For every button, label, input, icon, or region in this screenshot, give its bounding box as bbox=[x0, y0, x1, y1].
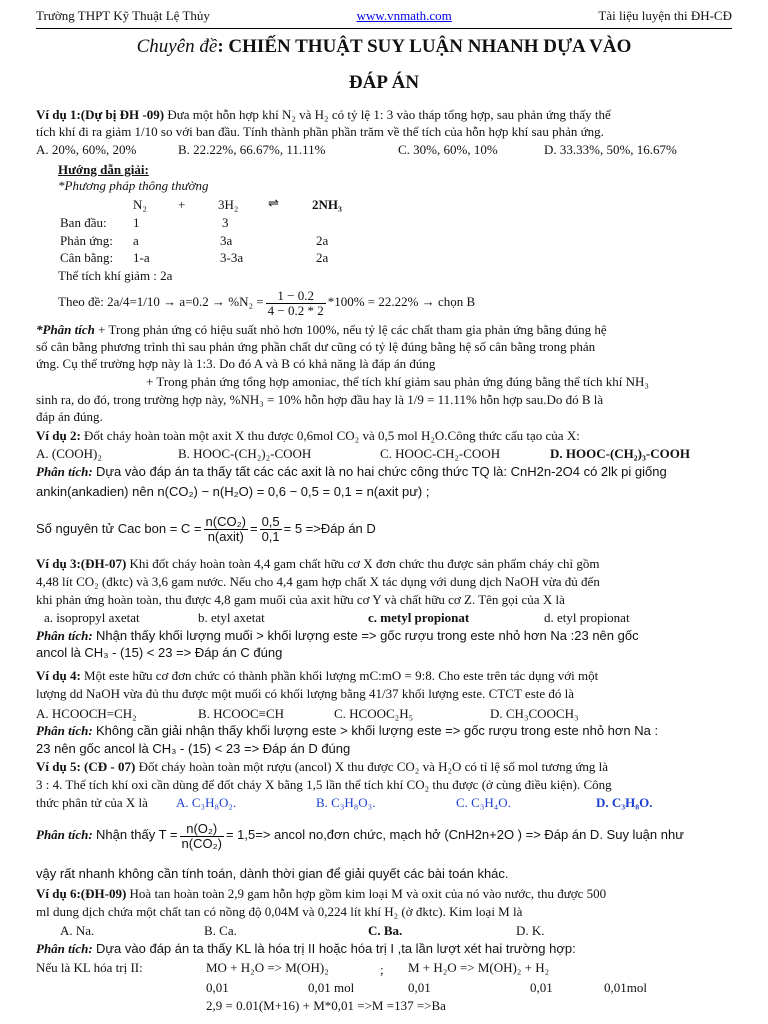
ex1-method: *Phương pháp thông thường bbox=[58, 178, 209, 193]
ex6-r1-lead: Nếu là KL hóa trị II: bbox=[36, 960, 143, 975]
ex5-option-c: C. C₃H₄O. bbox=[456, 795, 511, 810]
ex5-option-d: D. C₃H₈O. bbox=[596, 795, 653, 810]
ex2-q: Ví dụ 2: Đốt cháy hoàn toàn một axit X thu được 0,6mol CO₂ và 0,5 mol H₂O.Công thức cấu tạo của X: bbox=[36, 428, 580, 443]
ex5-option-a: A. C₃H₈O₂. bbox=[176, 795, 237, 810]
ex6-an1: Phân tích: Dựa vào đáp án ta thấy KL là hóa trị II hoặc hóa trị I ,ta lần lượt xét hai trường hợp: bbox=[36, 941, 576, 956]
ex6-option-b: B. Ca. bbox=[204, 923, 237, 938]
row-cell: 2a bbox=[316, 250, 329, 265]
site-link[interactable]: www.vnmath.com bbox=[356, 8, 452, 23]
ex3-an1: Phân tích: Nhận thấy khối lượng muối > khối lượng este => gốc rượu trong este nhỏ hơn Na :23 nên gốc bbox=[36, 628, 639, 643]
ex6-r3: 2,9 = 0.01(M+16) + M*0,01 =>M =137 =>Ba bbox=[206, 998, 446, 1013]
row-label: Ban đầu: bbox=[60, 215, 107, 230]
ex3-q1: Ví dụ 3:(ĐH-07) Khi đốt cháy hoàn toàn 4,4 gam chất hữu cơ X đơn chức thu được sản phẩm cháy chỉ gồm bbox=[36, 556, 600, 571]
ex1-guide-title: Hướng dẫn giải: bbox=[58, 162, 149, 177]
ex6-r2-c5: 0,01mol bbox=[604, 980, 647, 995]
ex1-option-b: B. 22.22%, 66.67%, 11.11% bbox=[178, 142, 326, 157]
ex1-q1: Ví dụ 1:(Dự bị ĐH -09) Đưa một hỗn hợp khí N₂ và H₂ có tỷ lệ 1: 3 vào tháp tổng hợp, sau phản ứng thấy thể bbox=[36, 107, 611, 122]
ex5-q1: Ví dụ 5: (CĐ - 07) Đốt cháy hoàn toàn một rượu (ancol) X thu được CO₂ và H₂O có tỉ lệ số mol tương ứng là bbox=[36, 759, 609, 774]
ex1-fraction: $\frac{1 - 0.2}{4 - 0.2 * 2}$ bbox=[267, 287, 324, 318]
ex4-an1: Phân tích: Không cần giải nhận thấy khối lượng este > khối lượng este => gốc rượu trong este nhỏ hơn Na : bbox=[36, 723, 659, 738]
ex6-r1-eq2: M + H₂O => M(OH)₂ + H₂ bbox=[408, 960, 550, 975]
ex4-option-a: A. HCOOCH=CH₂ bbox=[36, 706, 137, 721]
row-cell: 3a bbox=[220, 233, 233, 248]
ex4-q1: Ví dụ 4: Một este hữu cơ đơn chức có thành phần khối lượng mC:mO = 9:8. Cho este trên tác dụng với một bbox=[36, 668, 599, 683]
ex6-q2: ml dung dịch chứa một chất tan có nồng độ 0,04M và 0,224 lít khí H₂ (ở đktc). Kim loại M là bbox=[36, 904, 523, 919]
row-cell: 1-a bbox=[133, 250, 150, 265]
eq-nh3: 2NH₃ bbox=[312, 197, 342, 212]
row-cell: 2a bbox=[316, 233, 329, 248]
ex6-r2-c3: 0,01 bbox=[408, 980, 431, 995]
row-cell: 1 bbox=[133, 215, 140, 230]
ex6-q1: Ví dụ 6:(ĐH-09) Hoà tan hoàn toàn 2,9 gam hỗn hợp gồm kim loại M và oxit của nó vào nước, thu được 500 bbox=[36, 886, 607, 901]
ex2-option-d: D. HOOC-(CH₂)₃-COOH bbox=[550, 446, 690, 461]
school-name: Trường THPT Kỹ Thuật Lệ Thủy bbox=[36, 8, 210, 23]
ex1-an4: + Trong phản ứng tổng hợp amoniac, thể tích khí giảm sau phản ứng đúng bằng thể tích khí NH₃ bbox=[146, 374, 649, 389]
doc-type: Tài liệu luyện thi ĐH-CĐ bbox=[598, 8, 732, 23]
ex2-option-b: B. HOOC-(CH₂)₂-COOH bbox=[178, 446, 312, 461]
ex6-option-c: C. Ba. bbox=[368, 923, 403, 938]
ex1-an2: số cân bằng phương trình thì sau phản ứng phần chất dư cũng có tỷ lệ đúng bằng hệ số cân bằng trong phản bbox=[36, 339, 596, 354]
ex6-option-d: D. K. bbox=[516, 923, 545, 938]
ex3-an2: ancol là CH₃ - (15) < 23 => Đáp án C đúng bbox=[36, 645, 283, 660]
ex2-carbon: Số nguyên tử Cac bon = C = $\frac{\text{n(CO₂)}}{\text{n(axit)}}$ = $\frac{0,5}{0,1}$ = 5 =>Đáp án D bbox=[36, 514, 376, 545]
eq-h2: 3H₂ bbox=[218, 197, 239, 212]
ex1-an1: *Phân tích + Trong phản ứng có hiệu suất nhỏ hơn 100%, nếu tỷ lệ các chất tham gia phản ứng bằng đúng hệ bbox=[36, 322, 607, 337]
ex5-analysis: Phân tích: Nhận thấy T = $\frac{\text{n(O₂)}}{\text{n(CO₂)}}$ = 1,5=> ancol no,đơn chức, mạch hở (CnH2n+2O ) => Đáp án D. Suy luận như bbox=[36, 820, 684, 851]
ex5-q3: thức phân tử của X là bbox=[36, 795, 148, 810]
ex3-q3: khi phản ứng hoàn toàn, thu được 4,8 gam muối của axit hữu cơ Y và chất hữu cơ Z. Tên gọi của X là bbox=[36, 592, 565, 607]
ex3-option-b: b. etyl axetat bbox=[198, 610, 265, 625]
ex1-decrease: Thể tích khí giảm : 2a bbox=[58, 268, 173, 283]
ex5-an2: vậy rất nhanh không cần tính toán, dành thời gian để giải quyết các bài toán khác. bbox=[36, 866, 509, 881]
ex4-option-b: B. HCOOC≡CH bbox=[198, 706, 285, 721]
eq-arrow: ⇌ bbox=[268, 195, 279, 210]
title-line2: ĐÁP ÁN bbox=[348, 72, 420, 93]
ex2-option-c: C. HOOC-CH₂-COOH bbox=[380, 446, 501, 461]
row-cell: 3 bbox=[222, 215, 229, 230]
eq-n2: N₂ bbox=[133, 197, 147, 212]
ex6-r2-c2: 0,01 mol bbox=[308, 980, 355, 995]
page-header bbox=[36, 8, 732, 29]
eq-plus: + bbox=[178, 197, 186, 212]
ex3-q2: 4,48 lít CO₂ (đktc) và 3,6 gam nước. Nếu cho 4,4 gam hợp chất X tác dụng với dung dịch NaOH vừa đủ đến bbox=[36, 574, 600, 589]
ex1-option-d: D. 33.33%, 50%, 16.67% bbox=[544, 142, 677, 157]
ex6-option-a: A. Na. bbox=[60, 923, 95, 938]
ex3-option-d: d. etyl propionat bbox=[544, 610, 630, 625]
ex6-r1-sep: ; bbox=[380, 962, 384, 977]
ex1-an6: đáp án đúng. bbox=[36, 409, 103, 424]
ex5-q2: 3 : 4. Thể tích khí oxi cần dùng để đốt cháy X bằng 1,5 lần thể tích khí CO₂ thu được (ở cùng điều kiện). Công bbox=[36, 777, 612, 792]
ex4-q2: lượng dd NaOH vừa đủ thu được một muối có khối lượng bằng 41/37 khối lượng este. CTCT este đó là bbox=[36, 686, 575, 701]
row-cell: 3-3a bbox=[220, 250, 244, 265]
row-label: Cân bằng: bbox=[60, 250, 114, 265]
ex6-r2-c1: 0,01 bbox=[206, 980, 229, 995]
ex2-an2: ankin(ankadien) nên n(CO₂) − n(H₂O) = 0,6 − 0,5 = 0,1 = n(axit pư) ; bbox=[36, 484, 430, 499]
title-prefix: Chuyên đề bbox=[136, 36, 218, 57]
ex1-calc: Theo đề: 2a/4=1/10 → a=0.2 → %N₂ = $\frac{1 - 0.2}{4 - 0.2 * 2}$ *100% = 22.22% → chọn B bbox=[58, 287, 476, 318]
title-line1: : CHIẾN THUẬT SUY LUẬN NHANH DỰA VÀO bbox=[217, 36, 632, 57]
ex6-r2-c4: 0,01 bbox=[530, 980, 553, 995]
ex4-option-d: D. CH₃COOCH₃ bbox=[490, 706, 579, 721]
ex3-option-a: a. isopropyl axetat bbox=[44, 610, 140, 625]
ex1-option-c: C. 30%, 60%, 10% bbox=[398, 142, 498, 157]
ex4-an2: 23 nên gốc ancol là CH₃ - (15) < 23 => Đáp án D đúng bbox=[36, 741, 351, 756]
ex1-option-a: A. 20%, 60%, 20% bbox=[36, 142, 137, 157]
page-title bbox=[0, 36, 768, 58]
ex6-r1-eq1: MO + H₂O => M(OH)₂ bbox=[206, 960, 329, 975]
ex2-option-a: A. (COOH)₂ bbox=[36, 446, 102, 461]
ex5-option-b: B. C₃H₈O₃. bbox=[316, 795, 376, 810]
ex1-an3: ứng. Cụ thể trường hợp này là 1:3. Do đó A và B có khả năng là đáp án đúng bbox=[36, 356, 436, 371]
ex3-option-c: c. metyl propionat bbox=[368, 610, 470, 625]
ex1-q2: tích khí đi ra giảm 1/10 so với ban đầu. Tính thành phần phần trăm về thể tích của hỗn hợp khí sau phản ứng. bbox=[36, 124, 604, 139]
ex4-option-c: C. HCOOC₂H₅ bbox=[334, 706, 414, 721]
row-cell: a bbox=[133, 233, 139, 248]
row-label: Phản ứng: bbox=[60, 233, 113, 248]
ex2-an1: Phân tích: Dựa vào đáp án ta thấy tất các các axit là no hai chức công thức TQ là: CnH2n-2O4 có 2lk pi giống bbox=[36, 464, 667, 479]
ex1-an5: sinh ra, do đó, trong trường hợp này, %NH₃ = 10% hỗn hợp đầu hay là 1/9 = 11.11% hỗn hợp sau.Do đó B là bbox=[36, 392, 604, 407]
